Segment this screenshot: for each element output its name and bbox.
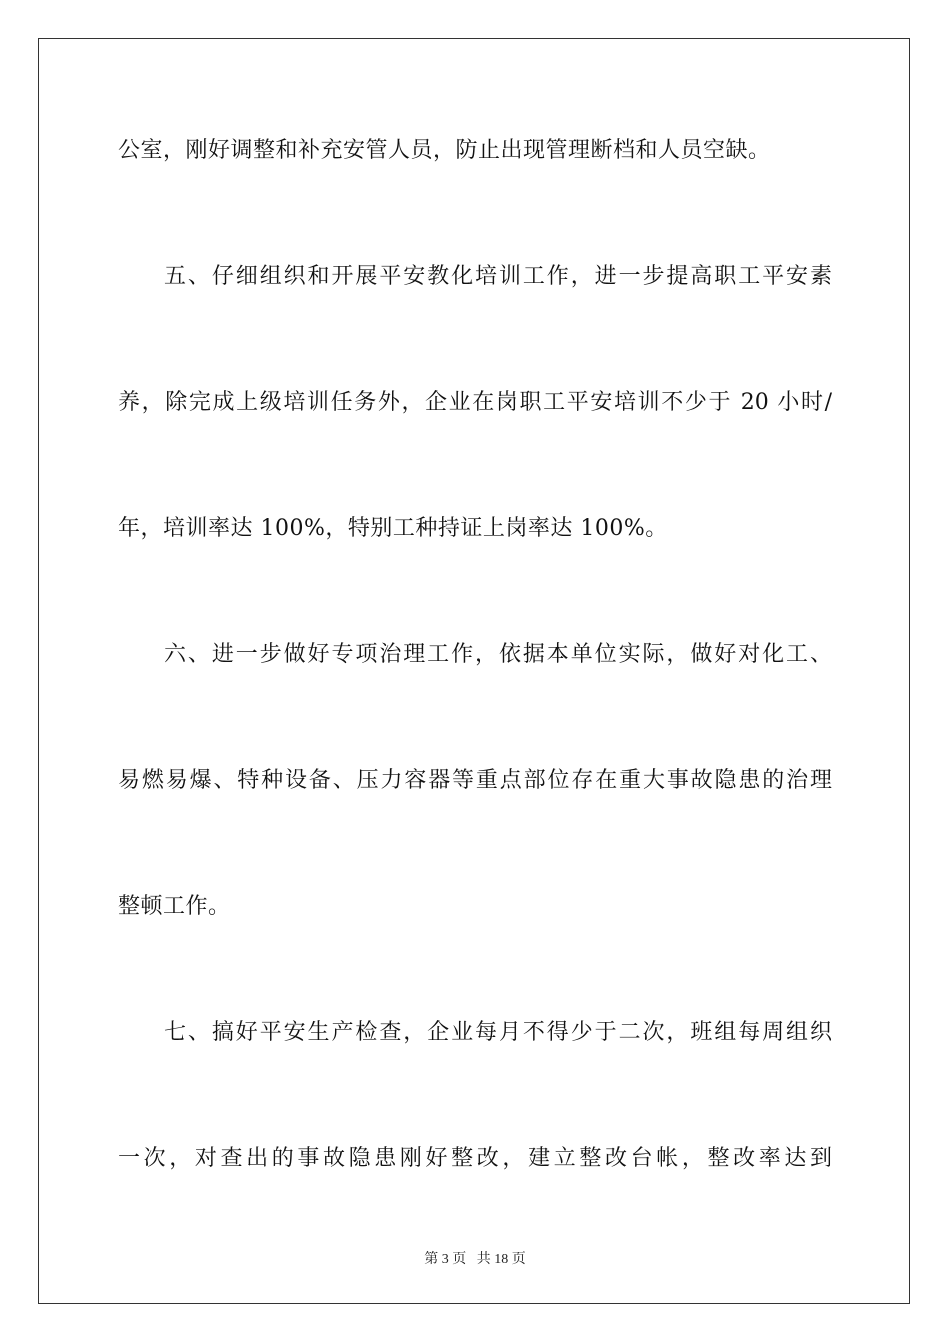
text-line-3: 养，除完成上级培训任务外，企业在岗职工平安培训不少于 20 小时/ (118, 390, 832, 415)
current-page-label: 第 3 页 (424, 1252, 467, 1267)
text-line-7: 整顿工作。 (118, 894, 231, 919)
text-line-5: 六、进一步做好专项治理工作，依据本单位实际，做好对化工、 (164, 642, 832, 667)
text-line-4: 年，培训率达 100%，特别工种持证上岗率达 100%。 (118, 516, 668, 541)
text-line-8: 七、搞好平安生产检查，企业每月不得少于二次，班组每周组织 (164, 1020, 832, 1045)
text-line-6: 易燃易爆、特种设备、压力容器等重点部位存在重大事故隐患的治理 (118, 768, 832, 793)
text-line-2: 五、仔细组织和开展平安教化培训工作，进一步提高职工平安素 (164, 264, 832, 289)
page-footer (0, 1248, 950, 1268)
text-line-9: 一次，对查出的事故隐患刚好整改，建立整改台帐，整改率达到 (118, 1146, 832, 1171)
text-line-1: 公室，刚好调整和补充安管人员，防止出现管理断档和人员空缺。 (118, 138, 771, 163)
total-pages-label: 共 18 页 (476, 1252, 526, 1267)
page-frame (38, 38, 910, 1304)
